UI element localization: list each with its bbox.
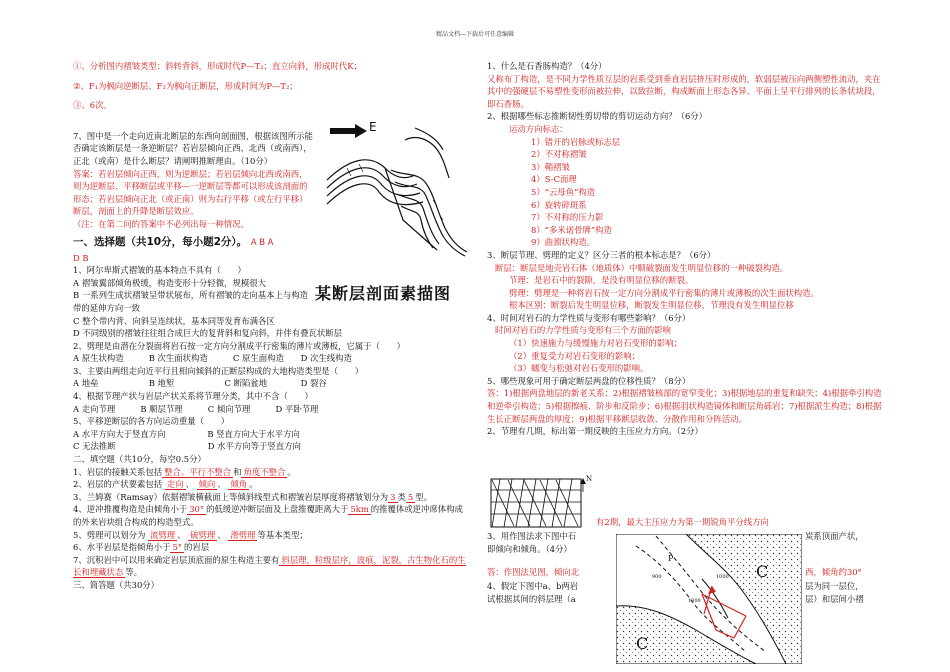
fill-4-mid: 的低缓逆冲断层面及上盘推覆距离大于: [206, 504, 349, 515]
fill-5-answer-2: 破劈理: [190, 529, 216, 540]
fill-2-answer-1: 走向: [166, 479, 184, 490]
fill-2-end: 。: [249, 479, 258, 490]
rq-4-b: （2）重复受力对岩石变形的影响；: [509, 350, 640, 361]
rq-4-c: （3）蠕变与松弛对岩石变形的影响。: [509, 363, 649, 374]
fault-section-drawing: [325, 110, 475, 260]
fill-6: [73, 541, 468, 554]
choice-1-b: B 一系列生成状褶皱呈带状展布，所有褶皱的走向基本上与构造带的延伸方向一致: [73, 290, 308, 313]
joint-diagram-drawing: [490, 478, 592, 532]
fill-1-answer-2: 角度不整合: [243, 466, 286, 477]
east-arrow-icon: [330, 124, 367, 138]
rq-8-line-3: 层为同一层位，: [805, 581, 864, 591]
fill-7-end: 等。: [125, 567, 142, 578]
answer-line-2: ②、F₁为枫向逆断层、F₂为枫向正断层，形成时间为P—T₂；: [73, 80, 298, 91]
choice-3: 3、主要由两组走向近平行且相向倾斜的正断层构成的大地构造类型是（ ）: [73, 365, 364, 376]
answer-line-3: ③、6次。: [73, 100, 112, 111]
choice-4: 4、根据节理产状与岩层产状关系将节理分类，其中不含（ ）: [73, 391, 313, 402]
fill-3: [73, 491, 468, 504]
east-label: E: [369, 120, 377, 134]
section-2-title: 二、填空题（共10分，每空0.5分）: [73, 454, 206, 465]
fill-3-answer-1: 3: [390, 491, 396, 502]
rq-8-line-2: 试根据其间的斜层理（a: [487, 594, 576, 604]
map-label-c-upper: C: [756, 562, 769, 581]
fill-5-answer-1: 流劈理: [150, 529, 176, 540]
fill-7-text: 7、沉积岩中可以用来确定岩层顶底面的原生构造主要有: [73, 554, 280, 565]
figure-title: 某断层剖面素描图: [315, 284, 452, 303]
rq-2: 2、根据哪些标志推断韧性剪切带的剪切运动方向？（6分）: [487, 111, 708, 122]
rq-3-difference: 根本区别：断裂后发生明显位移，断裂发生明显位移，节理没有发生明显位移: [509, 300, 794, 311]
rq-1-answer: 又称布丁构造，是不同力学性质互层的岩系受到垂直岩层挤压时形成的，软弱层被压向两侧塑性流动，夹在其中的强硬层不易塑性变形而被拉伸，以致拉断，构成断面上形态各异、平面上呈平行排列的长条状块段，即石香肠。: [487, 73, 881, 109]
fill-1-mid: 和: [233, 466, 242, 477]
fill-7-answer-1: 斜层理，粒级层序，波痕，泥裂，古生物化石的生长和埋藏状态: [73, 554, 466, 578]
rq-2-item: 3）鞘褶皱: [531, 161, 570, 172]
fill-3-answer-2: 5: [407, 491, 414, 502]
choice-5: 5、平移逆断层的各方向运动重量（ ）: [73, 416, 230, 427]
map-label-p: P: [668, 554, 674, 563]
rq-2-item: 4）S-C面理: [531, 174, 577, 185]
fill-3-end: 型。: [415, 491, 432, 502]
joint-north-label: N: [586, 475, 593, 483]
map-contour-1000: 1000: [716, 574, 729, 580]
rq-5: 5、哪些现象可用于确定断层两盘的位移性质？（8分）: [487, 375, 691, 386]
fill-4: [73, 503, 468, 528]
rq-1: 1、什么是石香肠构造？（4分）: [487, 61, 607, 71]
page-header: 精品文档---下载后可任意编辑: [435, 31, 515, 38]
fill-4-text: 4、逆冲推覆构造是由倾角小于: [73, 504, 188, 515]
rq-8-line-1: 4、假定下图中a、b两岩: [487, 581, 579, 591]
fill-5-answer-3: 滑劈理: [230, 529, 256, 540]
rq-6-answer: 有2期，最大主压应力为第一期锐角平分线方向: [596, 517, 769, 527]
section-1-heading: 一、选择题（共10分，每小题2分）。: [73, 235, 248, 248]
fill-4-end: 的推覆体或逆冲席体构成的外来岩块组合构成的构造型式。: [73, 504, 463, 527]
choice-1-a: A 褶皱翼部倾角极缓，构造变形十分轻微，规模很大: [73, 277, 266, 288]
choice-3-options: A 地垒 B 地堑 C 断陷盆地 D 裂谷: [73, 378, 327, 389]
rq-6: 2、节理有几期，标出第一期反映的主压应力方向。（2分）: [487, 426, 703, 437]
fill-1: [73, 466, 468, 479]
choice-1-d: D 不同级别的褶皱往往组合成巨大的复背斜和复向斜，并伴有叠瓦状断层: [73, 328, 342, 339]
rq-2-item: 5）“云母鱼”构造: [531, 186, 596, 197]
rq-2-item: 7）不对称的压力影: [531, 212, 604, 223]
right-column: [487, 60, 882, 438]
fill-1-answer-1: 整合、平行不整合: [164, 466, 232, 477]
section-3-title: 三、简答题（共30分）: [73, 579, 160, 590]
fill-6-answer-1: 5°: [172, 542, 182, 553]
rq-4-heading: 时间对岩石的力学性质与变形有三个方面的影响: [495, 325, 671, 336]
rq-7-answer-a: 答：作图法见图，倾向北: [487, 567, 580, 577]
map-contour-1300: 1300: [688, 598, 701, 604]
fill-7: [73, 554, 468, 579]
joint-diagram: [490, 475, 593, 532]
rq-2-item: 9）曲颈状构造。: [531, 237, 595, 248]
question-7-note: （注：在第二问的答案中不必列出每一种情况。: [73, 218, 249, 229]
fill-3-mid: 类: [397, 491, 406, 502]
rq-2-item: 6）旋转碎斑系: [531, 199, 587, 210]
fill-2-answer-3: 倾角: [230, 479, 248, 490]
fill-2-text: 2、岩层的产状要素包括: [73, 479, 163, 490]
rq-2-item: 2）不对称褶皱: [531, 149, 587, 160]
choice-4-options: A 走向节理 B 顺层节理 C 倾向节理 D 平卧节理: [73, 403, 319, 414]
rq-7-line-3: 炭系顶面产状，: [805, 531, 864, 541]
rq-4-a: （1）快速施力与缓慢施力对岩石变形的影响；: [509, 338, 682, 349]
rq-7-line-1: 3、用作图法求下图中石: [487, 531, 577, 541]
fill-4-answer-2: 5km: [350, 504, 369, 515]
rq-3-fault: 断层：断层是地壳岩石体（地质体）中顺破裂面发生明显位移的一种破裂构造。: [495, 262, 789, 273]
map-label-c-lower: C: [636, 634, 649, 653]
rq-2-list: [487, 136, 882, 249]
question-7-answer: 答案：若岩层倾向正西，则为逆断层；若岩层倾向北西或南西，则为逆断层、平移断层或平移—一逆断层等都可以形成该剖面的形态；若岩层倾向正北（或正南）则为右行平移（或左行平移）断层，剖面上的升降是断层效应。: [73, 168, 308, 217]
choice-5-options-cd: C 无法推断 D 水平方向等于竖直方向: [73, 441, 301, 452]
rq-3-joint: 节理：是岩石中的裂隙，是没有明显位移的断裂。: [509, 275, 694, 286]
fill-1-end: 。: [287, 466, 296, 477]
section-1-answers-b: D B: [73, 252, 89, 263]
rq-3-cleavage: 劈理：劈理是一种将岩石按一定方向分割成平行密集的薄片或薄板的次生面状构造。: [509, 287, 819, 298]
rq-7-line-2: 即倾向和倾角。（4分）: [487, 544, 572, 554]
rq-2-item: 1）错开的岩脉或标志层: [531, 136, 621, 147]
choice-5-options-ab: A 水平方向大于竖直方向 B 竖直方向大于水平方向: [73, 428, 300, 439]
rq-8-line-4: 层）和层间小褶: [805, 594, 864, 604]
fill-2-answer-2: 倾向: [198, 479, 216, 490]
question-7: 7、图中是一个走向近南北断层的东西向剖面图，根据该图所示能否确定该断层是一条逆断层？若岩层倾向正西、北西（或南西），正北（或南）是什么断层？请阐明推断理由。（10分）: [73, 130, 313, 166]
fill-5: 5、劈理可以划分为 流劈理 、 破劈理 、 滑劈理 等基本类型；: [73, 529, 308, 540]
fill-4-answer-1: 30°: [189, 504, 205, 515]
rq-4: 4、时间对岩石的力学性质与变形有哪些影响？（6分）: [487, 312, 691, 323]
fill-1-text: 1、岩层的接触关系包括: [73, 466, 163, 477]
answer-line-1: ①、分析图内褶皱类型：斜转背斜，形成时代P—T₂；直立向斜，形成时代K；: [73, 61, 362, 71]
map-contour-900: 900: [652, 574, 662, 580]
section-1-answers-a: A B A: [250, 236, 274, 247]
choice-1-c: C 整个带内背、向斜呈连续状，基本同等发育布满各区: [73, 315, 275, 326]
fill-5-end: 等基本类型；: [257, 529, 308, 540]
choice-2: 2、劈理是由潜在分裂面将岩石按一定方向分割成平行密集的薄片或薄板，它属于（ ）: [73, 340, 405, 351]
rq-5-answer: 答：1)根据两盘地层的新老关系；2)根据褶皱核部的宽窄变化；3)根据地层的重复和缺失；4)根据牵引构造和逆牵引构造；5)根据擦痕、阶步和反阶步；6)根据羽状构造镜体和断层角砾岩；7)根据派生构造；8)根据生长正断层两盘的厚度；9)根据平移断层收敛、分散作用和分阵活动。: [487, 388, 882, 424]
fill-5-text: 5、劈理可以划分为: [73, 529, 146, 540]
fill-3-text: 3、兰姆赛（Ramsay）依据褶皱横截面上等倾斜线型式和褶皱岩层厚度将褶皱划分为: [73, 491, 389, 502]
rq-2-item: 8）“多米诺骨牌”构造: [531, 224, 612, 235]
choice-1: 1、阿尔卑斯式褶皱的基本特点不具有（ ）: [73, 265, 246, 276]
fault-section-sketch: [325, 110, 475, 260]
fill-6-text: 6、水平岩层是指倾角小于: [73, 542, 171, 553]
rq-3: 3、断层节理、劈理的定义？区分三者的根本标志是？（6分）: [487, 249, 716, 260]
rq-7-answer-b: 西，倾角约30°: [805, 567, 862, 577]
fill-2: 2、岩层的产状要素包括 走向 、 倾向 、 倾角 。: [73, 479, 258, 490]
fill-6-end: 的岩层: [183, 542, 210, 553]
rq-2-heading: 运动方向标志：: [509, 123, 568, 134]
choice-2-options: A 原生状构造 B 次生面状构造 C 原生面构造 D 次生线构造: [73, 353, 352, 364]
geologic-map: [616, 534, 802, 664]
